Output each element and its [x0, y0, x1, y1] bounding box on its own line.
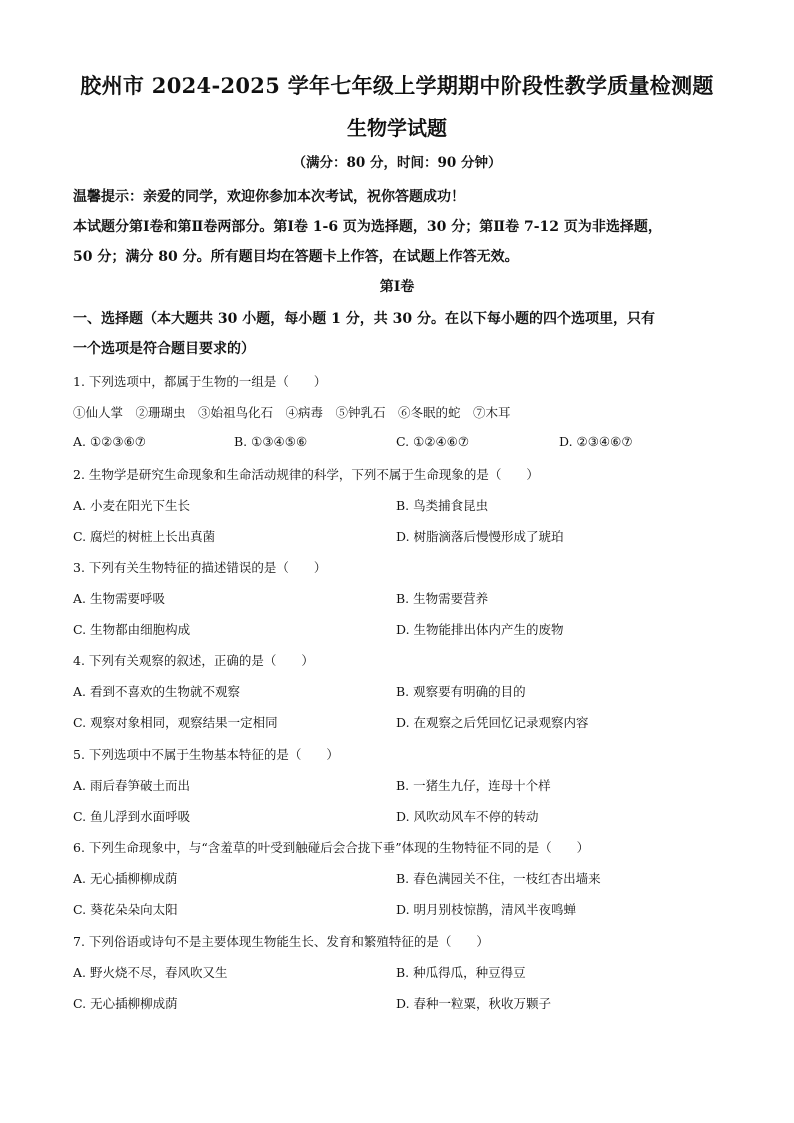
notice-line-1: 本试题分第Ⅰ卷和第Ⅱ卷两部分。第Ⅰ卷 1-6 页为选择题，30 分；第Ⅱ卷 7-12 页为非选择题，	[73, 219, 662, 235]
question-5-option-c: C. 鱼儿浮到水面呼吸	[73, 809, 191, 824]
question-7-option-b: B. 种瓜得瓜，种豆得豆	[396, 965, 526, 980]
question-2-stem: 2. 生物学是研究生命现象和生命活动规律的科学，下列不属于生命现象的是（ ）	[73, 467, 539, 482]
question-7-option-c: C. 无心插柳柳成荫	[73, 996, 178, 1011]
question-2-option-d: D. 树脂滴落后慢慢形成了琥珀	[396, 529, 564, 544]
question-2-option-b: B. 鸟类捕食昆虫	[396, 498, 489, 513]
question-2-option-c: C. 腐烂的树桩上长出真菌	[73, 529, 216, 544]
exam-subtitle: 生物学试题	[347, 116, 447, 140]
notice-line-2: 50 分；满分 80 分。所有题目均在答题卡上作答，在试题上作答无效。	[73, 249, 519, 265]
question-1-stem: 1. 下列选项中，都属于生物的一组是（ ）	[73, 374, 327, 389]
section-intro-2: 一个选项是符合题目要求的）	[73, 341, 255, 357]
section-title: 第Ⅰ卷	[379, 279, 415, 295]
question-1-option-b: B. ①③④⑤⑥	[234, 434, 308, 449]
question-7-option-a: A. 野火烧不尽，春风吹又生	[73, 965, 228, 980]
question-3-option-a: A. 生物需要呼吸	[73, 591, 165, 606]
notice-greeting: 温馨提示：亲爱的同学，欢迎你参加本次考试，祝你答题成功！	[73, 189, 465, 205]
question-2-option-a: A. 小麦在阳光下生长	[73, 498, 190, 513]
question-1-option-d: D. ②③④⑥⑦	[559, 434, 633, 449]
score-info: （满分：80 分，时间：90 分钟）	[292, 155, 502, 171]
question-5-option-d: D. 风吹动风车不停的转动	[396, 809, 539, 824]
question-5-option-b: B. 一猪生九仔，连母十个样	[396, 778, 551, 793]
question-3-option-b: B. 生物需要营养	[396, 591, 489, 606]
question-3-stem: 3. 下列有关生物特征的描述错误的是（ ）	[73, 560, 327, 575]
question-6-stem: 6. 下列生命现象中，与“含羞草的叶受到触碰后会合拢下垂”体现的生物特征不同的是（ ）	[73, 840, 590, 855]
question-7-stem: 7. 下列俗语或诗句不是主要体现生物能生长、发育和繁殖特征的是（ ）	[73, 934, 489, 949]
section-intro-1: 一、选择题（本大题共 30 小题，每小题 1 分，共 30 分。在以下每小题的四个选项里，只有	[73, 311, 655, 327]
question-6-option-b: B. 春色满园关不住，一枝红杏出墙来	[396, 871, 601, 886]
question-4-option-c: C. 观察对象相同，观察结果一定相同	[73, 715, 278, 730]
question-4-option-a: A. 看到不喜欢的生物就不观察	[73, 684, 240, 699]
question-1-items: ①仙人掌 ②珊瑚虫 ③始祖鸟化石 ④病毒 ⑤钟乳石 ⑥冬眠的蛇 ⑦木耳	[73, 405, 511, 420]
question-7-option-d: D. 春种一粒粟，秋收万颗子	[396, 996, 552, 1011]
question-1-option-a: A. ①②③⑥⑦	[73, 434, 147, 449]
question-6-option-c: C. 葵花朵朵向太阳	[73, 902, 178, 917]
question-1-option-c: C. ①②④⑥⑦	[396, 434, 470, 449]
question-5-stem: 5. 下列选项中不属于生物基本特征的是（ ）	[73, 747, 339, 762]
question-6-option-d: D. 明月别枝惊鹊，清风半夜鸣蝉	[396, 902, 577, 917]
question-5-option-a: A. 雨后春笋破土而出	[73, 778, 190, 793]
question-4-option-d: D. 在观察之后凭回忆记录观察内容	[396, 715, 589, 730]
question-4-option-b: B. 观察要有明确的目的	[396, 684, 526, 699]
question-3-option-d: D. 生物能排出体内产生的废物	[396, 622, 564, 637]
question-6-option-a: A. 无心插柳柳成荫	[73, 871, 178, 886]
question-3-option-c: C. 生物都由细胞构成	[73, 622, 191, 637]
exam-title: 胶州市 2024-2025 学年七年级上学期期中阶段性教学质量检测题	[80, 73, 714, 98]
question-4-stem: 4. 下列有关观察的叙述，正确的是（ ）	[73, 653, 314, 668]
